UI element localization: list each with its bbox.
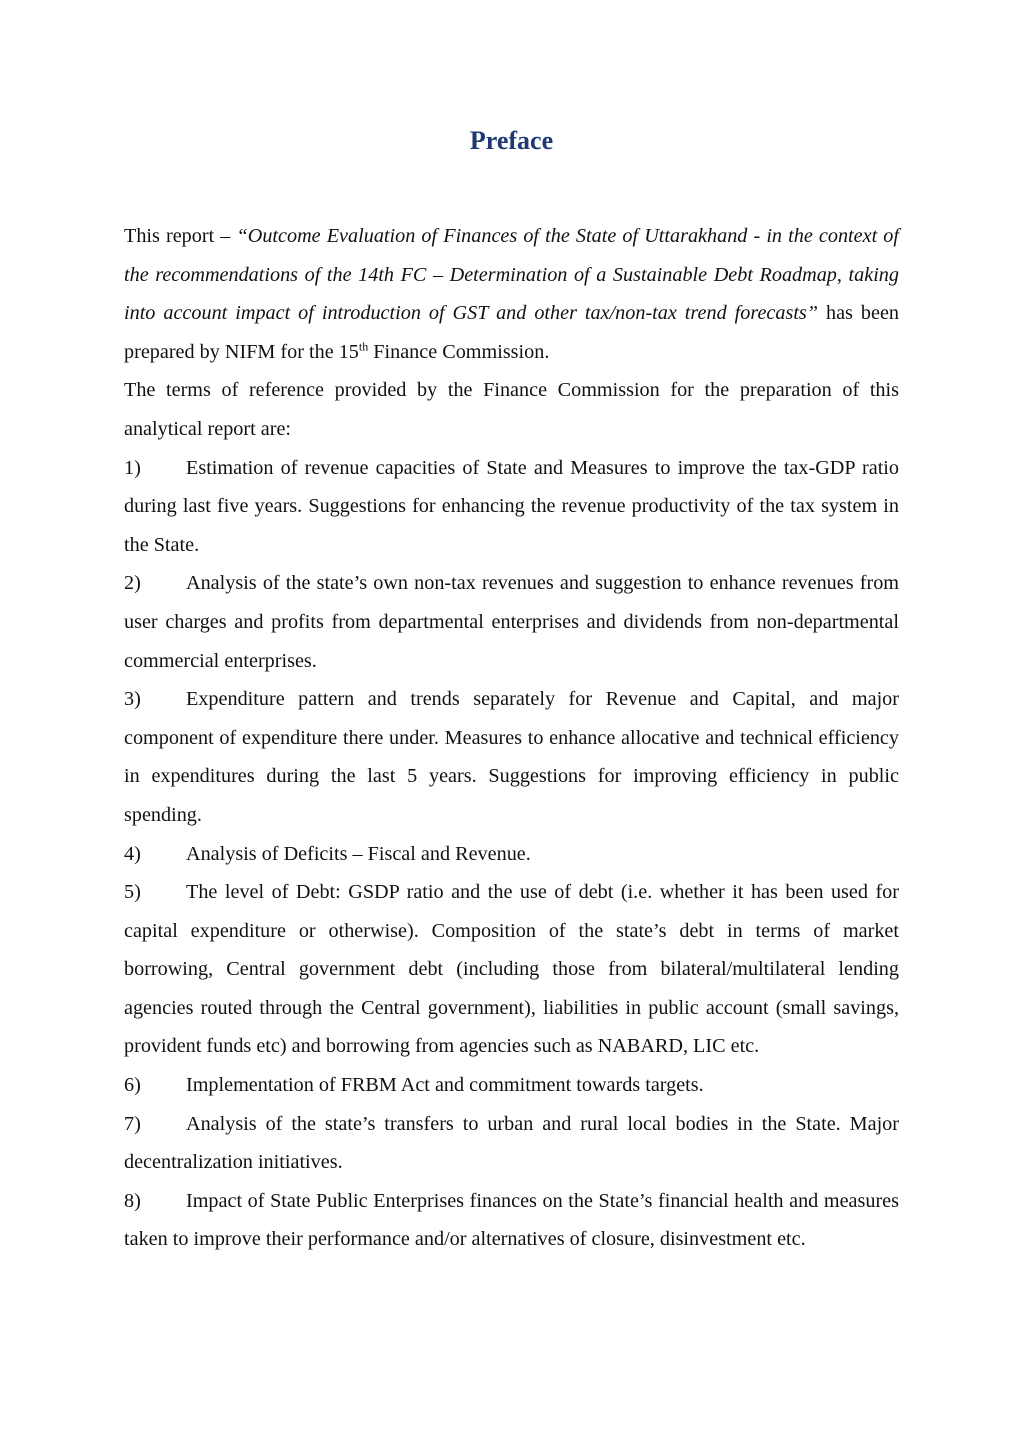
list-item bbox=[124, 835, 899, 874]
item-number: 1) bbox=[124, 456, 141, 479]
item-text: Analysis of the state’s transfers to urban and rural local bodies in the State. Major decentralization initiatives. bbox=[124, 1112, 899, 1174]
item-number: 7) bbox=[124, 1112, 141, 1135]
list-item bbox=[124, 449, 899, 565]
item-number: 5) bbox=[124, 881, 141, 904]
list-item bbox=[124, 564, 899, 680]
item-text: Expenditure pattern and trends separately for Revenue and Capital, and major component of expenditure there under. Measures to enhance allocative and technical efficiency in expenditures during the last 5 years. Suggestions for improving efficiency in public spending. bbox=[124, 688, 899, 826]
list-item bbox=[124, 1066, 899, 1105]
list-item bbox=[124, 1182, 899, 1259]
intro-lead: This report – bbox=[124, 225, 237, 247]
item-text: Impact of State Public Enterprises finances on the State’s financial health and measures taken to improve their performance and/or alternatives of closure, disinvestment etc. bbox=[124, 1189, 899, 1251]
item-number: 3) bbox=[124, 688, 141, 711]
item-text: Estimation of revenue capacities of State and Measures to improve the tax-GDP ratio during last five years. Suggestions for enhancing the revenue productivity of the tax system in the State. bbox=[124, 456, 899, 556]
intro-paragraph bbox=[124, 217, 899, 371]
intro-mid: has been prepared by NIFM for the 15 bbox=[124, 302, 899, 363]
report-title-italic: “Outcome Evaluation of Finances of the State of Uttarakhand - in the context of the recommendations of the 14th FC – Determination of a Sustainable Debt Roadmap, taking into account impact of introduction of GST and other tax/non-tax trend forecasts” bbox=[124, 225, 899, 325]
page-title: Preface bbox=[469, 126, 554, 155]
list-item bbox=[124, 680, 899, 834]
item-number: 8) bbox=[124, 1189, 141, 1212]
list-item bbox=[124, 1105, 899, 1182]
list-item bbox=[124, 873, 899, 1066]
item-text: Implementation of FRBM Act and commitment towards targets. bbox=[186, 1074, 704, 1097]
item-number: 2) bbox=[124, 572, 141, 595]
item-text: Analysis of the state’s own non-tax revenues and suggestion to enhance revenues from user charges and profits from departmental enterprises and dividends from non-departmental commercial enterprises. bbox=[124, 572, 899, 672]
item-text: Analysis of Deficits – Fiscal and Revenue. bbox=[186, 842, 531, 865]
item-number: 6) bbox=[124, 1074, 141, 1097]
item-text: The level of Debt: GSDP ratio and the use of debt (i.e. whether it has been used for capital expenditure or otherwise). Composition of the state’s debt in terms of market borrowing, Central government debt (including those from bilateral/multilateral lending agencies routed through the Central government), liabilities in public account (small savings, provident funds etc) and borrowing from agencies such as NABARD, LIC etc. bbox=[124, 881, 899, 1058]
item-number: 4) bbox=[124, 842, 141, 865]
intro-tail: Finance Commission. bbox=[368, 340, 550, 363]
ordinal-superscript: th bbox=[358, 339, 369, 354]
terms-intro-paragraph: The terms of reference provided by the Finance Commission for the preparation of this analytical report are: bbox=[124, 379, 899, 440]
document-body bbox=[124, 217, 899, 1259]
